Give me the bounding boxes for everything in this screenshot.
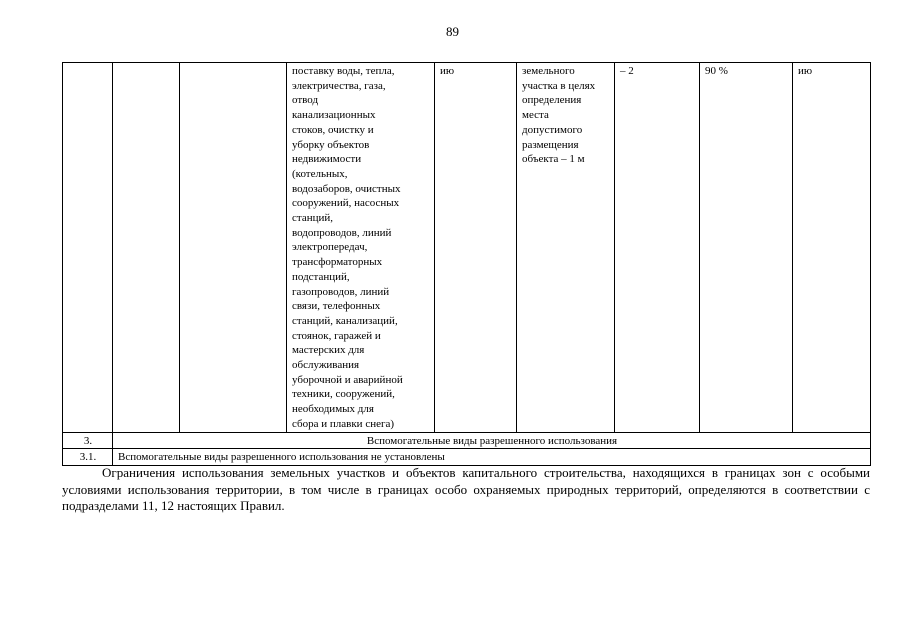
subsection-number: 3.1. — [63, 449, 113, 466]
restrictions-paragraph: Ограничения использования земельных участков и объектов капитального строительства, находящихся в границах зон с особыми условиями использования территории, в том числе в границах особо охраняемых природных территорий, определяются в соответствии с подразделами 11, 12 настоящих Правил. — [62, 465, 870, 513]
page-number: 89 — [446, 24, 459, 39]
table-cell-coverage: 90 % — [700, 63, 793, 433]
table-cell-use-description: поставку воды, тепла, электричества, газа, отвод канализационных стоков, очистку и уборку объектов недвижимости (котельных, водозаборов, очистных сооружений, насосных станций, водопроводов, линий электропередач, трансформаторных подстанций, газопроводов, линий связи, телефонных станций, канализаций, стоянок, гаражей и мастерских для обслуживания уборочной и аварийной техники, сооружений, необходимых для сбора и плавки снега) — [287, 63, 435, 433]
table-cell-code — [113, 63, 180, 433]
table-row — [63, 63, 871, 433]
table-cell-setback: земельного участка в целях определения места допустимого размещения объекта – 1 м — [517, 63, 615, 433]
land-use-rules-table — [62, 62, 871, 466]
table-cell-parameter-2: ию — [793, 63, 871, 433]
table-cell-floors: – 2 — [615, 63, 700, 433]
section-row — [63, 432, 871, 449]
section-number: 3. — [63, 432, 113, 449]
table-cell-use-name — [180, 63, 287, 433]
subsection-row — [63, 449, 871, 466]
subsection-text: Вспомогательные виды разрешенного использования не установлены — [113, 449, 871, 466]
section-title: Вспомогательные виды разрешенного использования — [113, 432, 871, 449]
table-cell-parameter-1: ию — [435, 63, 517, 433]
table-cell-number — [63, 63, 113, 433]
